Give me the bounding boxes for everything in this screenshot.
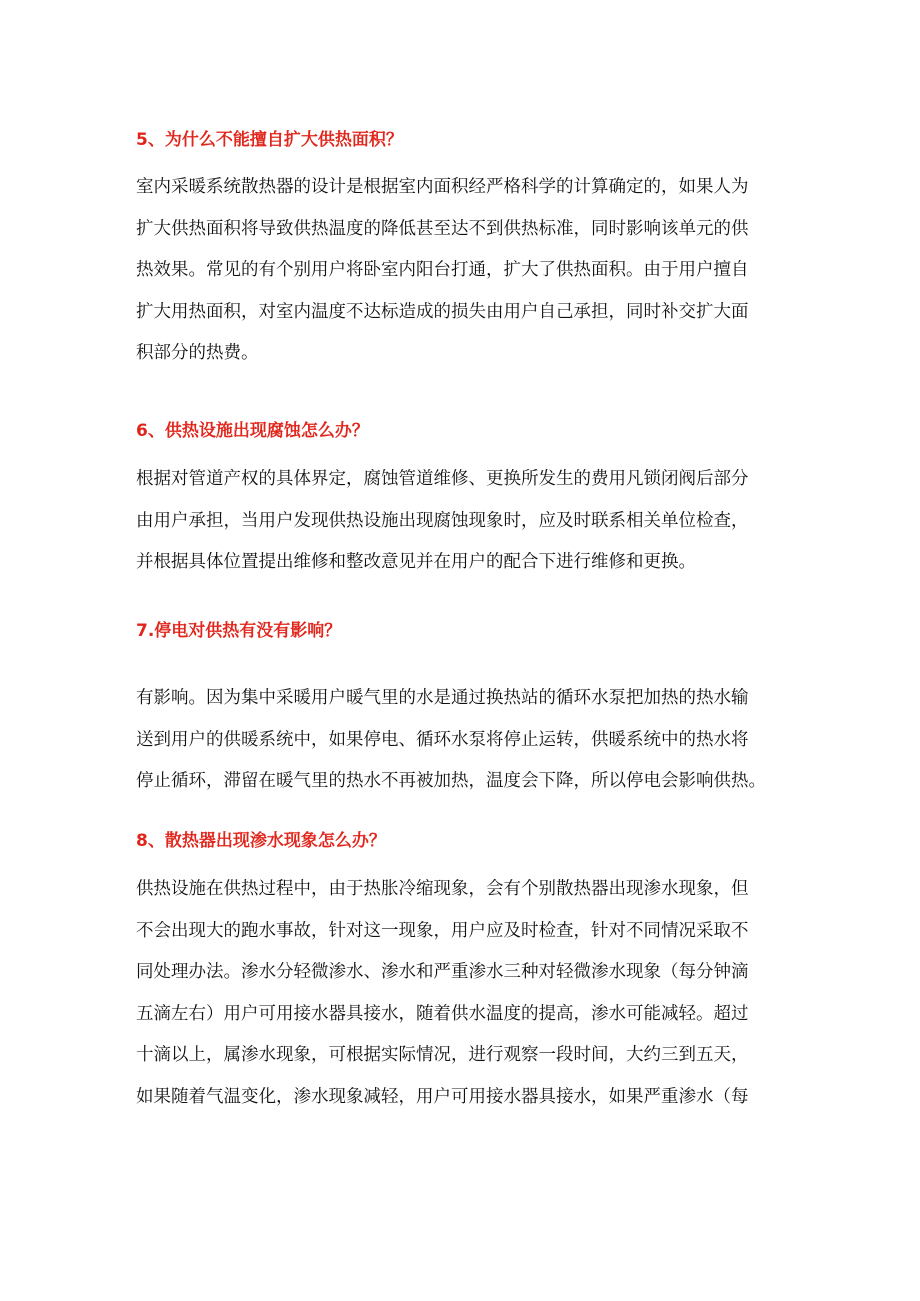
body-line: 室内采暖系统散热器的设计是根据室内面积经严格科学的计算确定的，如果人为 — [136, 177, 749, 197]
body-line: 积部分的热费。 — [136, 343, 259, 363]
body-line: 送到用户的供暖系统中，如果停电、循环水泵将停止运转，供暖系统中的热水将 — [136, 729, 749, 750]
section-body-6 — [136, 467, 796, 592]
body-line: 供热设施在供热过程中，由于热胀冷缩现象，会有个别散热器出现渗水现象，但 — [136, 879, 749, 899]
body-line: 扩大用热面积，对室内温度不达标造成的损失由用户自己承担，同时补交扩大面 — [136, 301, 749, 322]
body-line: 不会出现大的跑水事故，针对这一现象，用户应及时检查，针对不同情况采取不 — [136, 920, 749, 941]
section-body-8 — [136, 877, 796, 1126]
section-heading-6: 6、供热设施出现腐蚀怎么办？ — [136, 421, 369, 441]
body-line: 由用户承担，当用户发现供热设施出现腐蚀现象时，应及时联系相关单位检查， — [136, 510, 749, 531]
body-line: 五滴左右）用户可用接水器具接水，随着供水温度的提高，渗水可能减轻。超过 — [136, 1003, 749, 1024]
body-line: 停止循环，滞留在暖气里的热水不再被加热，温度会下降，所以停电会影响供热。 — [136, 771, 766, 791]
section-heading-8: 8、散热器出现渗水现象怎么办？ — [136, 831, 386, 851]
body-line: 扩大供热面积将导致供热温度的降低甚至达不到供热标准，同时影响该单元的供 — [136, 218, 749, 239]
body-line: 并根据具体位置提出维修和整改意见并在用户的配合下进行维修和更换。 — [136, 552, 696, 572]
body-line: 同处理办法。渗水分轻微渗水、渗水和严重渗水三种对轻微渗水现象（每分钟滴 — [136, 962, 749, 982]
body-line: 如果随着气温变化，渗水现象减轻，用户可用接水器具接水，如果严重渗水（每 — [136, 1086, 749, 1107]
body-line: 根据对管道产权的具体界定，腐蚀管道维修、更换所发生的费用凡锁闭阀后部分 — [136, 469, 749, 489]
section-heading-7: 7.停电对供热有没有影响？ — [136, 621, 342, 641]
section-heading-5: 5、为什么不能擅自扩大供热面积？ — [136, 130, 403, 150]
body-line: 热效果。常见的有个别用户将卧室内阳台打通，扩大了供热面积。由于用户擅自 — [136, 260, 749, 280]
section-body-7 — [136, 686, 796, 811]
body-line: 有影响。因为集中采暖用户暖气里的水是通过换热站的循环水泵把加热的热水输 — [136, 688, 749, 708]
body-line: 十滴以上，属渗水现象，可根据实际情况，进行观察一段时间，大约三到五天， — [136, 1045, 749, 1065]
section-body-5 — [136, 175, 796, 383]
